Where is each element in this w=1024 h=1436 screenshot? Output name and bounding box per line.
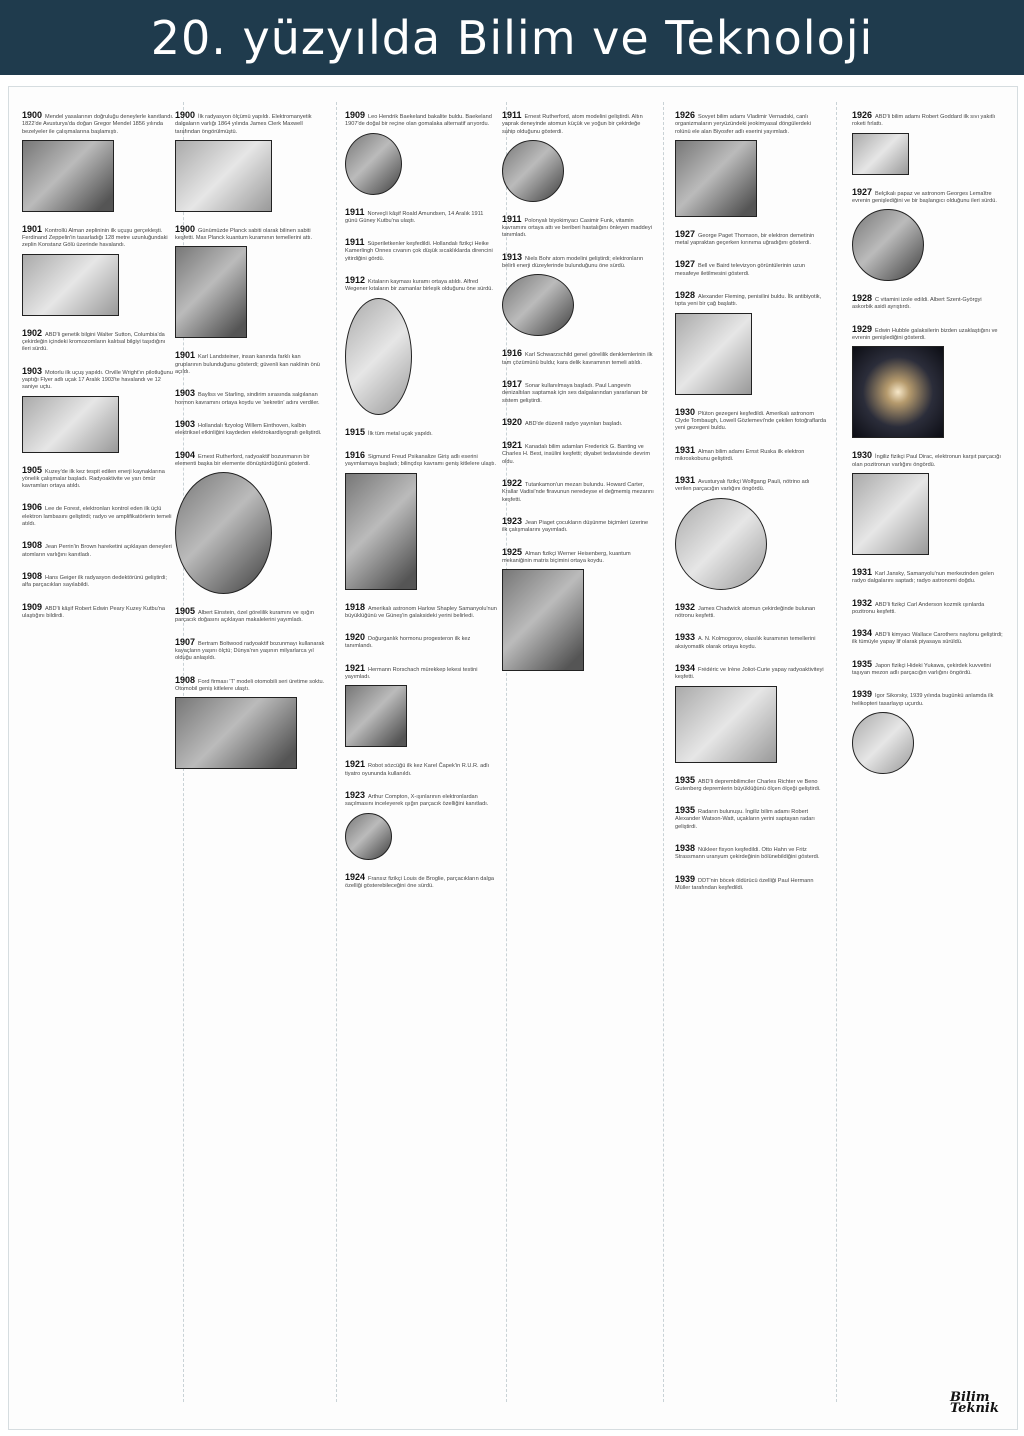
entry-year: 1905 (22, 464, 43, 475)
entry-year: 1935 (675, 805, 696, 816)
entry-text: ABD'li kâşif Robert Edwin Peary Kuzey Kutbu'na ulaştığını bildirdi. (22, 605, 166, 619)
timeline-entry (675, 845, 827, 862)
entry-year: 1923 (502, 515, 523, 526)
entry-year: 1903 (22, 365, 43, 376)
entry-year: 1918 (345, 601, 366, 612)
entry-year: 1926 (852, 110, 873, 120)
entry-year: 1908 (22, 540, 43, 551)
entry-photo (675, 140, 757, 217)
entry-text: Bell ve Baird televizyon görüntülerinin uzun mesafeye iletilmesini gösterdi. (675, 263, 805, 277)
entry-text: İlk tüm metal uçak yapıldı. (368, 430, 433, 437)
entry-year: 1939 (852, 689, 873, 700)
entry-year: 1931 (675, 444, 696, 455)
entry-year: 1913 (502, 251, 523, 262)
entry-text: İlk radyasyon ölçümü yapıldı. Elektromanyetik dalgaların varlığı 1864 yılında James Clerk Maxwell tarafından öngörülmüştü. (175, 114, 312, 135)
entry-text: Radarın bulunuşu. İngiliz bilim adamı Robert Alexander Watson-Watt, uçakların yerini saptayan radarı geliştirdi. (675, 809, 815, 830)
timeline-entry (175, 636, 327, 663)
entry-photo (852, 473, 929, 555)
entry-year: 1901 (175, 350, 196, 361)
entry-year: 1933 (675, 632, 696, 643)
entry-text: Süperiletkenler keşfedildi. Hollandalı fizikçi Heike Kamerlingh Onnes cıvanın çok düşük sıcaklıklarda direncini yitirdiğini gördü. (345, 241, 493, 262)
timeline-entry (502, 480, 654, 504)
timeline-entry (502, 442, 654, 466)
timeline-entry (22, 112, 174, 212)
entry-text: Günümüzde Planck sabiti olarak bilinen sabiti keşfetti. Max Planck kuantum kuramının temellerini attı. (175, 227, 313, 242)
entry-photo (22, 140, 114, 212)
entry-year: 1930 (675, 406, 696, 417)
column-divider (336, 102, 337, 1402)
entry-year: 1926 (675, 110, 696, 120)
timeline-entry (345, 277, 497, 415)
entry-text: ABD'li genetik bilgini Walter Sutton, Columbia'da çekirdeğin içindeki kromozomların kalıtsal bilgiyi taşıdığını ileri sürdü. (22, 331, 166, 353)
entry-year: 1927 (852, 186, 873, 197)
entry-text: Karl Jansky, Samanyolu'nun merkezinden gelen radyo dalgalarını saptadı; radyo astronomi doğdu. (852, 570, 994, 585)
entry-year: 1932 (852, 597, 873, 608)
timeline-column (345, 112, 497, 904)
entry-year: 1931 (675, 475, 696, 486)
entry-photo (852, 346, 944, 438)
entry-text: Tutankamon'un mezarı bulundu. Howard Carter, Krallar Vadisi'nde firavunun neredeyse el değmemiş mezarını keşfetti. (502, 482, 654, 503)
timeline-entry (345, 761, 497, 778)
entry-text: Polonyalı biyokimyacı Casimir Funk, vitamin kavramını ortaya attı ve beriberi hastalığını önleyen maddeyi tanımladı. (502, 217, 652, 239)
timeline-entry (852, 452, 1004, 555)
entry-text: Sonar kullanılmaya başladı. Paul Langevin denizaltıları saptamak için ses dalgalarından yararlanan bir sistem geliştirdi. (502, 382, 648, 404)
entry-text: Frédéric ve Irène Joliot-Curie yapay radyoaktiviteyi keşfetti. (675, 666, 824, 681)
entry-year: 1934 (852, 628, 873, 639)
entry-year: 1916 (502, 348, 523, 359)
entry-year: 1900 (175, 223, 196, 234)
entry-text: Kanadalı bilim adamları Frederick G. Banting ve Charles H. Best, insülini keşfetti; diyabet tedavisinde devrim oldu. (502, 444, 650, 465)
timeline-entry (852, 658, 1004, 678)
entry-text: Ford firması 'T' modeli otomobili seri üretime soktu. Otomobil geniş kitlelere ulaştı. (175, 678, 325, 692)
timeline-entry (345, 239, 497, 263)
timeline-entry (675, 292, 827, 395)
entry-photo (852, 133, 909, 175)
entry-text: ABD'li bilim adamı Robert Goddard ilk sıvı yakıtlı roketi fırlattı. (852, 114, 996, 128)
entry-photo (502, 569, 584, 671)
entry-year: 1900 (175, 110, 196, 120)
entry-text: Leo Hendrik Baekeland bakalite buldu. Baekeland 1907'de doğal bir reçine olan gomalaka alternatif arıyordu. (345, 114, 492, 128)
entry-text: Albert Einstein, özel görelilik kuramını ve ışığın parçacık doğasını açıklayan makalelerini yayımladı. (175, 610, 314, 624)
page-title: 20. yüzyılda Bilim ve Teknoloji (150, 10, 874, 65)
timeline-entry (502, 112, 654, 202)
timeline-entry (22, 223, 174, 316)
entry-photo (502, 274, 574, 336)
timeline-entry (852, 566, 1004, 586)
entry-year: 1908 (175, 674, 196, 685)
entry-year: 1920 (345, 632, 366, 643)
timeline-entry (675, 444, 827, 464)
entry-text: Motorlu ilk uçuş yapıldı. Orville Wright'ın pilotluğunu yaptığı Flyer adlı uçak 17 Aralık 1903'te havalandı ve 12 saniye uçtu. (22, 369, 173, 391)
entry-text: Sigmund Freud Psikanalize Giriş adlı eserini yayımlamaya başladı; bilinçdışı kavramı geniş kitlelere ulaştı. (345, 453, 497, 468)
entry-year: 1935 (675, 774, 696, 785)
timeline-entry (675, 634, 827, 651)
entry-text: ABD'li fizikçi Carl Anderson kozmik ışınlarda pozitronu keşfetti. (852, 601, 985, 615)
timeline-column (502, 112, 654, 685)
entry-text: Mendel yasalarının doğruluğu deneylerle kanıtlandı. 1822'de Avusturya'da doğan Gregor Mendel 1856 yılında bezelyeler ile çalışmalarına başlamıştı. (22, 114, 174, 135)
entry-text: Alexander Fleming, penisilini buldu. İlk antibiyotik, tıpta yeni bir çağ başlattı. (675, 294, 822, 308)
entry-year: 1903 (175, 418, 196, 429)
entry-text: Nükleer fisyon keşfedildi. Otto Hahn ve Fritz Strassmann uranyum çekirdeğinin bölünebildiğini gösterdi. (675, 847, 820, 861)
entry-year: 1911 (502, 110, 522, 120)
entry-year: 1924 (345, 871, 366, 882)
entry-text: Kuzey'de ilk kez tespit edilen enerji kaynaklarına yönelik çalışmalar başladı. Radyoaktivite ve yarı ömür kavramları ortaya atıldı. (22, 468, 165, 490)
entry-text: Ernest Rutherford, atom modelini geliştirdi. Altın yaprak deneyinde atomun küçük ve yoğun bir çekirdeğe sahip olduğunu gösterdi. (502, 114, 643, 135)
timeline-entry (345, 112, 497, 195)
entry-text: ABD'li deprembilimciler Charles Richter ve Beno Gutenberg depremlerin büyüklüğünü ölçen ölçeği geliştirdi. (675, 778, 821, 792)
entry-text: Bayliss ve Starling, sindirim sırasında salgılanan hormon kavramını ortaya koydu ve 'sekretin' adını verdiler. (175, 392, 320, 406)
timeline-entry (175, 223, 327, 339)
timeline-entry (502, 350, 654, 367)
entry-text: Kontrollü Alman zeplininin ilk uçuşu gerçekleşti. Ferdinand Zeppelin'in tasarladığı 128 metre uzunluğundaki zeplin Konstanz Gölü üzerinde havalandı. (22, 227, 168, 249)
entry-photo (675, 313, 752, 395)
entry-photo (22, 254, 119, 316)
timeline-entry (345, 634, 497, 651)
timeline-entry (345, 662, 497, 748)
timeline-entry (675, 406, 827, 433)
entry-year: 1906 (22, 502, 43, 513)
entry-text: Karl Landsteiner, insan kanında farklı kan gruplarının bulunduğunu gösterdi; güvenli kan naklinin önü açıldı. (175, 354, 320, 376)
timeline-entry (175, 390, 327, 407)
timeline-entry (22, 327, 174, 354)
timeline-entry (675, 662, 827, 763)
entry-text: DDT'nin böcek öldürücü özelliği Paul Hermann Müller tarafından keşfedildi. (675, 877, 814, 891)
entry-year: 1939 (675, 873, 696, 884)
entry-year: 1903 (175, 388, 196, 399)
timeline-entry (175, 608, 327, 625)
timeline-entry (175, 112, 327, 212)
entry-text: Alman bilim adamı Ernst Ruska ilk elektron mikroskobunu geliştirdi. (675, 448, 805, 462)
entry-text: Niels Bohr atom modelini geliştirdi; elektronların belirli enerji düzeylerinde bulunduğunu öne sürdü. (502, 255, 644, 270)
timeline-entry (345, 789, 497, 860)
entry-text: George Paget Thomson, bir elektron demetinin metal yapraktan geçerken kırınıma uğradığını gösterdi. (675, 232, 815, 247)
timeline-entry (675, 601, 827, 621)
entry-year: 1921 (345, 662, 366, 673)
entry-photo (345, 813, 392, 860)
entry-text: Alman fizikçi Werner Heisenberg, kuantum mekaniğinin matris biçimini ortaya koydu. (502, 550, 631, 564)
entry-text: ABD'de düzenli radyo yayınları başladı. (525, 420, 623, 427)
timeline-entry (175, 352, 327, 376)
entry-year: 1909 (345, 110, 366, 120)
entry-year: 1921 (345, 759, 366, 770)
entry-text: Plüton gezegeni keşfedildi. Amerikalı astronom Clyde Tombaugh, Lowell Gözlemevi'nde çekilen fotoğraflarda yeni gezegeni buldu. (675, 410, 827, 432)
timeline-entry (22, 542, 174, 559)
timeline-entry (175, 418, 327, 438)
entry-text: Kıtaların kayması kuramı ortaya atıldı. Alfred Wegener kıtaların bir zamanlar birleşik olduğunu öne sürdü. (345, 279, 493, 293)
entry-text: Karl Schwarzschild genel görelilik denklemlerinin ilk tam çözümünü buldu; kara delik kavramının temeli atıldı. (502, 352, 653, 366)
entry-photo (22, 396, 119, 453)
entry-text: Hollandalı fizyolog Willem Einthoven, kalbin elektriksel etkinliğini kaydeden elektrokardiyografı geliştirdi. (175, 422, 322, 437)
entry-photo (345, 473, 417, 590)
entry-photo (852, 209, 924, 281)
entry-photo (345, 298, 412, 415)
entry-photo (852, 712, 914, 774)
timeline-entry (852, 597, 1004, 617)
entry-year: 1922 (502, 478, 523, 489)
entry-year: 1925 (502, 546, 523, 557)
entry-year: 1905 (175, 606, 196, 617)
entry-photo (345, 685, 407, 747)
entry-year: 1929 (852, 323, 873, 334)
entry-year: 1921 (502, 440, 523, 451)
entry-photo (175, 472, 272, 594)
timeline-entry (675, 807, 827, 831)
entry-text: Belçikalı papaz ve astronom Georges Lemaître evrenin genişlediğini ve bir başlangıcı olduğunu ileri sürdü. (852, 190, 997, 204)
timeline-entry (345, 426, 497, 438)
entry-year: 1932 (675, 601, 696, 612)
timeline-entry (502, 213, 654, 240)
timeline-column (22, 112, 174, 634)
entry-year: 1900 (22, 110, 43, 120)
entry-year: 1908 (22, 570, 43, 581)
entry-text: Avusturyalı fizikçi Wolfgang Pauli, nötrino adı verilen parçacığın varlığını öngördü. (675, 479, 810, 493)
entry-text: Amerikalı astronom Harlow Shapley Samanyolu'nun büyüklüğünü ve Güneş'in galaksideki yerini belirledi. (345, 605, 497, 619)
entry-year: 1909 (22, 601, 43, 612)
entry-text: Hans Geiger ilk radyasyon dedektörünü geliştirdi; alfa parçacıkları sayılabildi. (22, 574, 167, 589)
entry-year: 1911 (345, 206, 365, 217)
entry-photo (502, 140, 564, 202)
entry-text: James Chadwick atomun çekirdeğinde bulunan nötronu keşfetti. (675, 605, 816, 620)
entry-year: 1920 (502, 416, 523, 427)
entry-year: 1938 (675, 843, 696, 854)
timeline-entry (852, 186, 1004, 282)
timeline-entry (502, 251, 654, 337)
timeline-entry (675, 477, 827, 590)
entry-text: Hermann Rorschach mürekkep lekesi testini yayımladı. (345, 666, 478, 681)
entry-text: Igor Sikorsky, 1939 yılında bugünkü anlamda ilk helikopteri tasarlayıp uçurdu. (852, 693, 994, 707)
timeline-entry (852, 323, 1004, 439)
timeline-entry (852, 691, 1004, 774)
entry-text: Norveçli kâşif Roald Amundsen, 14 Aralık 1911 günü Güney Kutbu'na ulaştı. (345, 210, 484, 224)
logo-text: Bilim Teknik (950, 1390, 999, 1416)
entry-photo (345, 133, 402, 195)
entry-text: Arthur Compton, X-ışınlarının elektronlardan saçılmasını inceleyerek ışığın parçacık özelliğini kanıtladı. (345, 793, 489, 808)
entry-text: A. N. Kolmogorov, olasılık kuramının temellerini aksiyomatik olarak ortaya koydu. (675, 636, 816, 650)
entry-year: 1930 (852, 450, 873, 461)
bilim-teknik-logo (950, 1392, 1010, 1422)
column-divider (663, 102, 664, 1402)
timeline-column (675, 112, 827, 906)
entry-year: 1904 (175, 449, 196, 460)
timeline-entry (22, 601, 174, 621)
entry-text: Bertram Boltwood radyoaktif bozunmayı kullanarak kayaçların yaşını ölçtü; Dünya'nın yaşının milyarlarca yıl olduğu anlaşıldı. (175, 640, 325, 662)
timeline-entry (22, 464, 174, 491)
entry-text: C vitamini izole edildi. Albert Szent-Györgyi askorbik asidi ayrıştırdı. (852, 297, 982, 311)
entry-text: İngiliz fizikçi Paul Dirac, elektronun karşıt parçacığı olan pozitronun varlığını öngördü. (852, 454, 1001, 468)
timeline-entry (852, 112, 1004, 175)
timeline-entry (345, 206, 497, 226)
entry-photo (675, 686, 777, 763)
entry-photo (175, 697, 297, 769)
entry-year: 1923 (345, 789, 366, 800)
entry-year: 1917 (502, 378, 523, 389)
timeline-entry (175, 449, 327, 595)
entry-text: Doğurganlık hormonu progesteron ilk kez tanımlandı. (345, 636, 471, 650)
entry-text: Sovyet bilim adamı Vladimir Vernadski, canlı organizmaların yeryüzündeki jeokimyasal döngülerdeki rolünü ele alan Biyosfer adlı eserini yayımladı. (675, 114, 811, 135)
entry-year: 1928 (675, 290, 696, 301)
entry-year: 1935 (852, 658, 873, 669)
entry-year: 1912 (345, 275, 366, 286)
entry-year: 1916 (345, 449, 366, 460)
timeline-entry (852, 295, 1004, 312)
entry-photo (175, 246, 247, 338)
timeline-entry (345, 871, 497, 891)
entry-text: Edwin Hubble galaksilerin bizden uzaklaştığını ve evrenin genişlediğini gösterdi. (852, 327, 998, 342)
entry-text: Fransız fizikçi Louis de Broglie, parçacıkların dalga özelliği gösterebileceğini öne sürdü. (345, 875, 494, 889)
timeline-entry (345, 601, 497, 621)
entry-text: Robot sözcüğü ilk kez Karel Čapek'in R.U.R. adlı tiyatro oyununda kullanıldı. (345, 763, 490, 777)
entry-year: 1931 (852, 566, 873, 577)
entry-text: Ernest Rutherford, radyoaktif bozunmanın bir elementi başka bir elemente dönüştürdüğünü gösterdi. (175, 453, 310, 467)
entry-text: Lee de Forest, elektronları kontrol eden ilk üçlü elektron lambasını geliştirdi; radyo ve amplifikatörlerin temeli atıldı. (22, 506, 172, 528)
entry-text: Jean Perrin'in Brown hareketini açıklayan deneyleri atomların varlığını kanıtladı. (22, 544, 172, 558)
timeline-entry (675, 228, 827, 248)
timeline-entry (22, 504, 174, 528)
timeline-entry (502, 416, 654, 428)
page-header (0, 0, 1024, 75)
entry-text: Japon fizikçi Hideki Yukawa, çekirdek kuvvetini taşıyan mezon adlı parçacığın varlığını öngördü. (852, 662, 991, 677)
timeline-column (175, 112, 327, 783)
entry-photo (175, 140, 272, 212)
timeline-entry (502, 378, 654, 405)
entry-year: 1915 (345, 426, 366, 437)
timeline-entry (22, 365, 174, 453)
entry-year: 1911 (502, 213, 522, 224)
entry-photo (675, 498, 767, 590)
timeline-entry (675, 873, 827, 893)
column-divider (836, 102, 837, 1402)
entry-year: 1934 (675, 662, 696, 673)
timeline-entry (502, 546, 654, 672)
timeline-entry (675, 112, 827, 217)
entry-year: 1927 (675, 228, 696, 239)
entry-year: 1901 (22, 223, 43, 234)
timeline-entry (675, 774, 827, 794)
timeline-entry (175, 674, 327, 770)
timeline-entry (22, 570, 174, 590)
timeline-column (852, 112, 1004, 788)
timeline-entry (852, 630, 1004, 647)
timeline-entry (345, 449, 497, 590)
timeline-entry (502, 515, 654, 535)
timeline-entry (675, 261, 827, 278)
entry-text: ABD'li kimyacı Wallace Carothers naylonu geliştirdi; ilk tümüyle yapay lif olarak piyasaya sürüldü. (852, 632, 1003, 646)
entry-text: Jean Piaget çocukların düşünme biçimleri üzerine ilk çalışmalarını yayımladı. (502, 519, 649, 534)
entry-year: 1902 (22, 327, 43, 338)
entry-year: 1928 (852, 293, 873, 304)
entry-year: 1927 (675, 259, 696, 270)
entry-year: 1907 (175, 636, 196, 647)
entry-year: 1911 (345, 237, 365, 248)
